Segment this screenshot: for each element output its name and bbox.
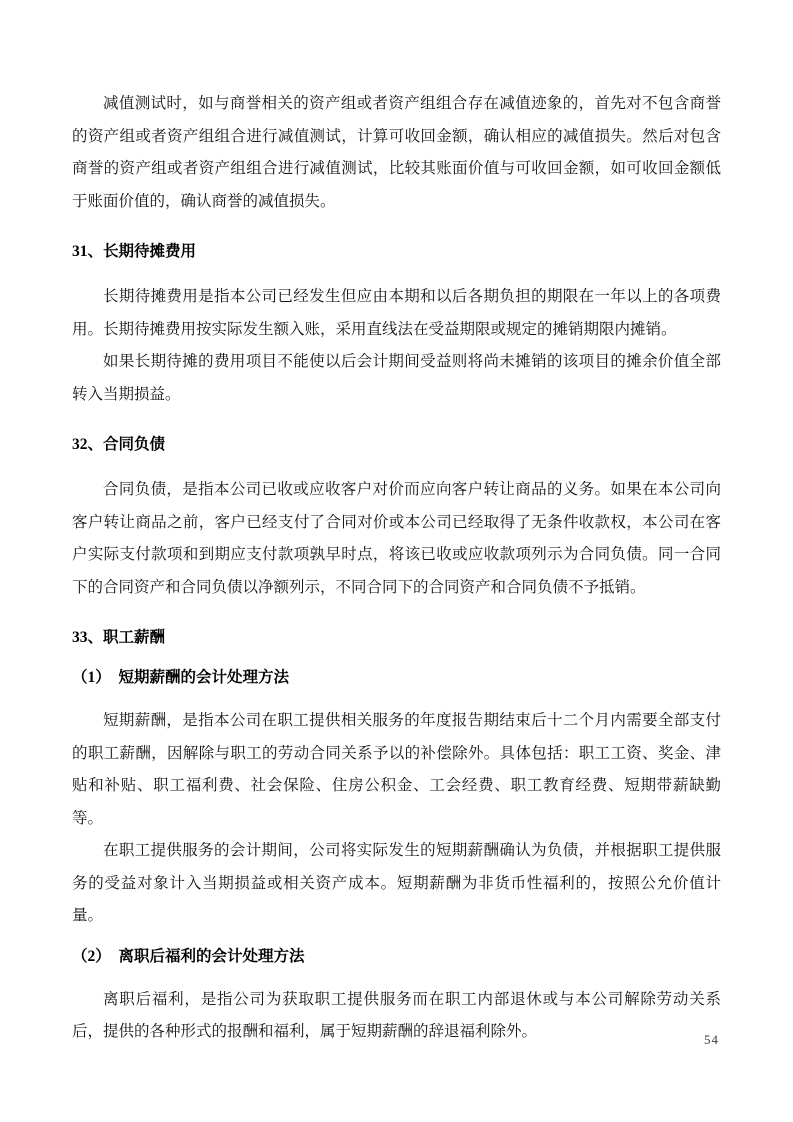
section-heading-32-contract-liabilities: 32、合同负债 [72, 436, 166, 453]
paragraph-goodwill-impairment: 减值测试时，如与商誉相关的资产组或者资产组组合存在减值迹象的，首先对不包含商誉的资产组或者资产组组合进行减值测试，计算可收回金额，确认相应的减值损失。然后对包含商誉的资产组或者资产组组合进行减值测试，比较其账面价值与可收回金额，如可收回金额低于账面价值的，确认商誉的减值损失。 [72, 95, 721, 210]
subsection-heading-2-post-employment-benefits: （2） 离职后福利的会计处理方法 [72, 947, 305, 965]
paragraph-contract-liabilities-definition: 合同负债，是指本公司已收或应收客户对价而应向客户转让商品的义务。如果在本公司向客户转让商品之前，客户已经支付了合同对价或本公司已经取得了无条件收款权，本公司在客户实际支付款项和到期应支付款项孰早时点，将该已收或应收款项列示为合同负债。同一合同下的合同资产和合同负债以净额列示，不同合同下的合同资产和合同负债不予抵销。 [72, 481, 721, 596]
paragraph-short-term-compensation-definition: 短期薪酬，是指本公司在职工提供相关服务的年度报告期结束后十二个月内需要全部支付的职工薪酬，因解除与职工的劳动合同关系予以的补偿除外。具体包括：职工工资、奖金、津贴和补贴、职工福利费、社会保险、住房公积金、工会经费、职工教育经费、短期带薪缺勤等。 [72, 712, 721, 827]
paragraph-deferred-expenses-writeoff: 如果长期待摊的费用项目不能使以后会计期间受益则将尚未摊销的该项目的摊余价值全部转入当期损益。 [72, 353, 721, 403]
paragraph-short-term-compensation-recognition: 在职工提供服务的会计期间，公司将实际发生的短期薪酬确认为负债，并根据职工提供服务的受益对象计入当期损益或相关资产成本。短期薪酬为非货币性福利的，按照公允价值计量。 [72, 842, 721, 924]
paragraph-deferred-expenses-definition: 长期待摊费用是指本公司已经发生但应由本期和以后各期负担的期限在一年以上的各项费用。长期待摊费用按实际发生额入账，采用直线法在受益期限或规定的摊销期限内摊销。 [72, 288, 721, 338]
paragraph-post-employment-benefits-definition: 离职后福利，是指公司为获取职工提供服务而在职工内部退休或与本公司解除劳动关系后，提供的各种形式的报酬和福利，属于短期薪酬的辞退福利除外。 [72, 990, 721, 1040]
document-body [72, 88, 721, 1049]
section-heading-31-long-term-deferred-expenses: 31、长期待摊费用 [72, 243, 197, 260]
page-number: 54 [704, 1032, 719, 1047]
subsection-heading-1-short-term-compensation: （1） 短期薪酬的会计处理方法 [72, 669, 290, 686]
section-heading-33-employee-compensation: 33、职工薪酬 [72, 629, 166, 646]
